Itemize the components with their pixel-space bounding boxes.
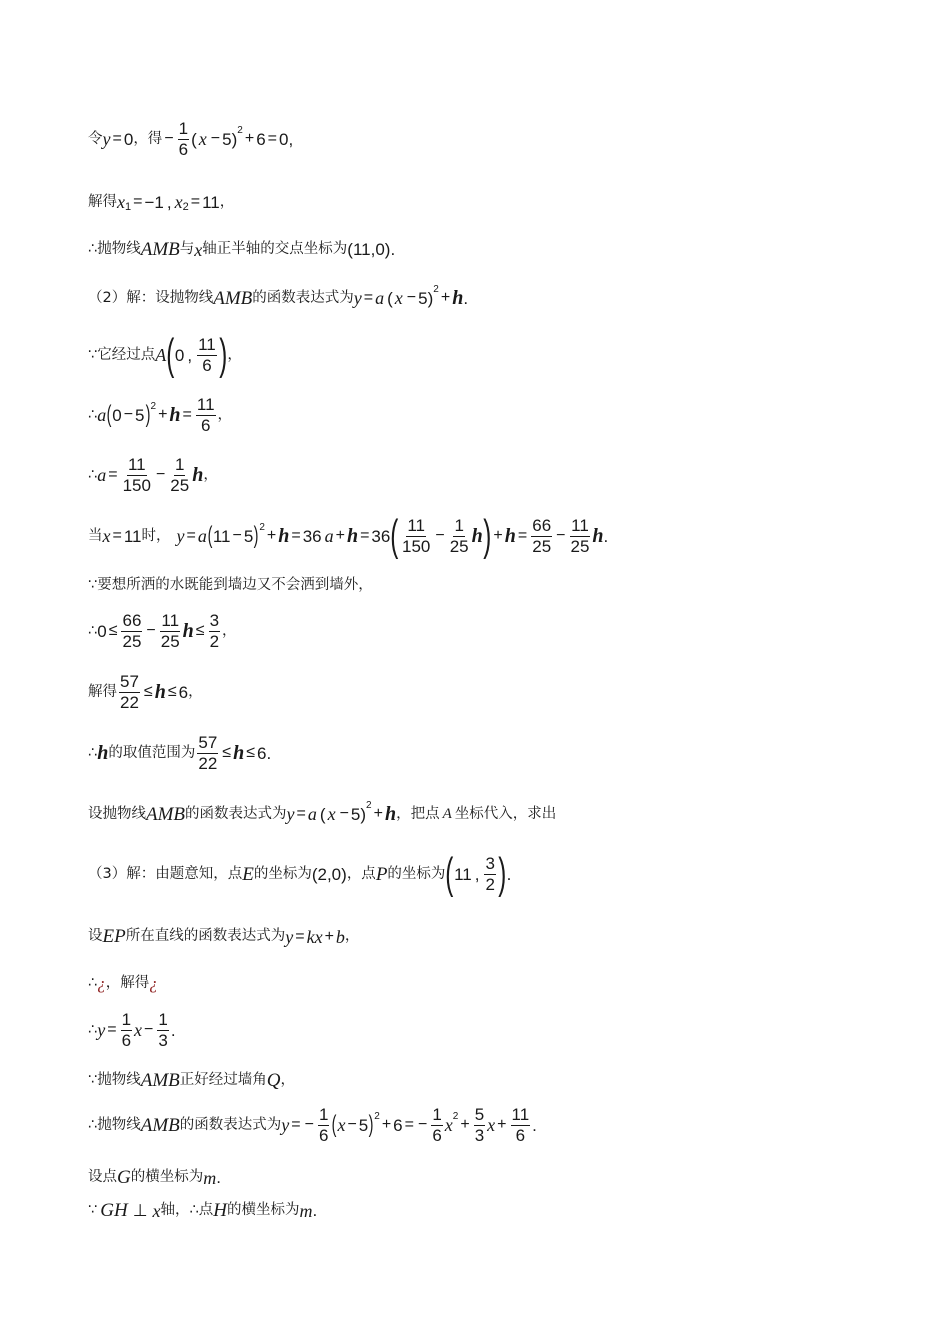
op: = xyxy=(360,527,370,544)
exponent: 2 xyxy=(150,401,157,413)
punct: ， xyxy=(188,684,203,701)
fraction: $\frac{11}{150}$ xyxy=(122,455,151,495)
var-h: h xyxy=(384,803,397,825)
var-EP: EP xyxy=(102,926,126,947)
op: + xyxy=(266,527,277,544)
op: − xyxy=(556,527,566,544)
therefore-symbol: ∴ xyxy=(88,975,98,992)
missing-equation-glyph: ¿ xyxy=(97,974,106,993)
num: 0 xyxy=(279,129,289,149)
fraction: $\frac{1}{25}$ xyxy=(170,455,190,495)
fraction: $\frac{66}{25}$ xyxy=(122,611,142,651)
var-x: x xyxy=(314,926,323,947)
fraction: $\frac{3}{2}$ xyxy=(209,611,220,651)
op: ≤ xyxy=(143,683,153,701)
text: 抛物线 xyxy=(97,1117,141,1134)
text: 抛物线 xyxy=(97,241,141,258)
line-21 xyxy=(88,1201,317,1220)
exponent: 2 xyxy=(366,800,372,811)
op: + xyxy=(158,406,168,424)
op: + xyxy=(381,1116,392,1134)
num: 5 xyxy=(222,129,232,149)
var-h: h xyxy=(154,681,166,704)
op: − xyxy=(210,130,221,148)
op: = xyxy=(291,527,301,544)
because-symbol: ∵ xyxy=(88,346,98,363)
var-b: b xyxy=(335,926,345,947)
fraction: $\frac{1}{25}$ xyxy=(449,515,469,556)
op: − xyxy=(232,527,242,544)
text: 解得 xyxy=(88,193,117,210)
paren: ) xyxy=(145,401,150,429)
fraction: $\frac{3}{2}$ xyxy=(485,853,495,894)
fraction: $\frac{1}{6}$ xyxy=(178,119,189,159)
text: ，得 xyxy=(133,131,163,148)
text: ，把点 xyxy=(396,805,440,822)
exponent: 2 xyxy=(374,1111,380,1123)
var-m: m xyxy=(203,1167,217,1188)
text: 设 xyxy=(88,928,103,945)
text: 所在直线的函数表达式为 xyxy=(125,928,286,945)
exponent: 2 xyxy=(452,1111,459,1123)
op: ≤ xyxy=(167,683,177,701)
var-y: y xyxy=(286,804,295,824)
var-h: h xyxy=(452,287,464,309)
num: 6 xyxy=(393,1115,403,1135)
fraction: $\frac{11}{6}$ xyxy=(196,395,215,435)
var-G: G xyxy=(117,1167,131,1188)
line-19 xyxy=(88,1106,537,1145)
punct: . xyxy=(312,1201,318,1220)
op: = xyxy=(182,406,192,424)
paren: ) xyxy=(253,522,259,549)
punct: , xyxy=(474,864,480,884)
text: 的横坐标为 xyxy=(130,1169,204,1186)
var-h: h xyxy=(592,525,604,547)
op: = xyxy=(296,805,306,822)
num: 0 xyxy=(112,405,122,425)
var-a: a xyxy=(197,526,207,546)
var-k: k xyxy=(306,926,315,947)
line-8 xyxy=(88,511,609,560)
line-12 xyxy=(88,734,271,773)
paren: ( xyxy=(319,804,326,824)
op: = xyxy=(291,1116,301,1134)
op: − xyxy=(304,1116,314,1134)
text: 的取值范围为 xyxy=(108,745,196,762)
text: 轴正半轴的交点坐标为 xyxy=(202,241,348,258)
line-3 xyxy=(88,240,395,259)
paren: ) xyxy=(483,511,492,560)
perpendicular-symbol: ⊥ xyxy=(132,1201,148,1220)
therefore-symbol: ∴ xyxy=(88,1117,98,1134)
therefore-symbol: ∴ xyxy=(88,241,98,258)
text: 的函数表达式为 xyxy=(252,289,354,306)
num: 36 xyxy=(371,526,391,546)
var-AMB: AMB xyxy=(146,803,186,825)
var-x: x xyxy=(444,1115,453,1136)
num: 5 xyxy=(358,1115,369,1135)
op: − xyxy=(164,130,174,148)
var-AMB: AMB xyxy=(140,239,180,260)
exponent: 2 xyxy=(237,125,243,137)
punct: ， xyxy=(280,1072,296,1089)
text: ，解得 xyxy=(105,975,150,992)
op: − xyxy=(144,1021,154,1039)
op: ≤ xyxy=(222,744,232,762)
var-y: y xyxy=(285,926,294,947)
therefore-symbol: ∴ xyxy=(88,407,98,424)
var-y: y xyxy=(281,1115,290,1136)
line-4 xyxy=(88,284,469,309)
num: −1 xyxy=(144,192,164,212)
op: − xyxy=(146,622,156,640)
var-a: a xyxy=(375,288,385,308)
punct: . xyxy=(506,864,512,884)
var-a: a xyxy=(97,405,107,426)
paren: ( xyxy=(166,330,175,379)
line-14 xyxy=(88,849,512,898)
op: + xyxy=(440,289,451,306)
fraction: $\frac{57}{22}$ xyxy=(120,672,139,712)
num: 0 xyxy=(174,345,185,365)
therefore-symbol: ∴ xyxy=(189,1202,199,1219)
var-AMB: AMB xyxy=(140,1114,180,1136)
line-18 xyxy=(88,1071,295,1090)
var-E: E xyxy=(242,863,254,885)
op: − xyxy=(155,466,166,484)
var-h: h xyxy=(346,525,359,547)
op: ≤ xyxy=(246,744,255,762)
var-h: h xyxy=(97,742,109,765)
subscript: 1 xyxy=(125,200,132,213)
var-GH: GH xyxy=(100,1200,128,1221)
var-AMB: AMB xyxy=(140,1070,180,1091)
op: − xyxy=(435,527,445,544)
var-x: x xyxy=(327,804,336,824)
paren: ( xyxy=(207,522,213,549)
num: 5 xyxy=(135,405,145,425)
op: + xyxy=(324,927,334,945)
punct: ， xyxy=(227,346,242,363)
var-x: x xyxy=(174,192,183,212)
text: 与 xyxy=(179,241,195,258)
missing-equation-glyph: ¿ xyxy=(149,974,158,993)
op: + xyxy=(373,805,383,822)
num: 0 xyxy=(97,621,107,641)
punct: . xyxy=(266,743,272,763)
var-y: y xyxy=(176,526,185,546)
op: = xyxy=(108,466,118,484)
var-x: x xyxy=(394,288,403,308)
line-7 xyxy=(88,456,218,495)
fraction: $\frac{5}{3}$ xyxy=(474,1105,485,1145)
therefore-symbol: ∴ xyxy=(88,745,98,762)
text: ，点 xyxy=(346,865,376,882)
var-x: x xyxy=(198,129,207,150)
fraction: $\frac{1}{6}$ xyxy=(432,1105,442,1145)
fraction: $\frac{11}{6}$ xyxy=(511,1105,530,1145)
num: 6 xyxy=(256,129,266,149)
line-10 xyxy=(88,612,237,651)
text: 设抛物线 xyxy=(88,805,146,822)
punct: ， xyxy=(344,928,360,945)
because-symbol: ∵ xyxy=(88,1202,98,1219)
op: ≤ xyxy=(195,622,205,640)
text: 点 xyxy=(198,1202,214,1219)
op: = xyxy=(363,289,374,306)
fraction: $\frac{11}{150}$ xyxy=(402,515,431,556)
punct: ， xyxy=(203,467,218,484)
line-17 xyxy=(88,1011,176,1050)
paren: ) xyxy=(427,288,434,308)
op: = xyxy=(404,1116,414,1134)
punct: . xyxy=(463,288,469,308)
op: + xyxy=(460,1116,470,1134)
var-y: y xyxy=(353,288,362,308)
punct: , xyxy=(288,129,294,149)
text: 令 xyxy=(88,131,103,148)
var-h: h xyxy=(278,525,290,547)
fraction: $\frac{11}{25}$ xyxy=(570,515,590,556)
line-16 xyxy=(88,975,158,992)
op: + xyxy=(244,130,255,148)
var-x: x xyxy=(337,1115,346,1136)
therefore-symbol: ∴ xyxy=(88,623,98,640)
num: 0 xyxy=(123,129,134,149)
punct: , xyxy=(187,345,193,365)
fraction: $\frac{11}{25}$ xyxy=(160,611,180,651)
line-15 xyxy=(88,927,359,946)
num: 11 xyxy=(454,864,472,884)
line-2 xyxy=(88,193,234,211)
punct: . xyxy=(390,240,396,259)
op: + xyxy=(493,527,503,544)
coordinate: (2,0) xyxy=(311,864,347,884)
num: 6 xyxy=(256,743,267,763)
op: − xyxy=(123,406,134,424)
text: 它经过点 xyxy=(97,346,156,363)
var-A: A xyxy=(155,345,167,365)
op: = xyxy=(295,927,305,945)
paren: ) xyxy=(360,804,367,824)
var-x: x xyxy=(194,239,203,260)
op: = xyxy=(112,130,122,148)
var-x: x xyxy=(152,1200,161,1221)
fraction: $\frac{1}{6}$ xyxy=(318,1105,329,1145)
text: 轴， xyxy=(160,1202,190,1219)
text: 解得 xyxy=(88,684,117,701)
text: （3）解：由题意知，点 xyxy=(88,865,243,882)
var-A: A xyxy=(442,805,452,822)
therefore-symbol: ∴ xyxy=(88,1022,98,1039)
var-a: a xyxy=(324,526,334,546)
fraction: $\frac{1}{6}$ xyxy=(121,1010,132,1050)
var-P: P xyxy=(375,863,388,885)
punct: . xyxy=(603,526,609,546)
var-Q: Q xyxy=(266,1070,281,1091)
text: 的坐标为 xyxy=(253,865,312,882)
text: 坐标代入，求出 xyxy=(454,805,557,822)
var-y: y xyxy=(102,129,111,150)
text: 的坐标为 xyxy=(387,865,446,882)
because-symbol: ∵ xyxy=(88,1072,98,1089)
op: + xyxy=(497,1116,507,1134)
var-a: a xyxy=(97,465,107,486)
paren: ( xyxy=(191,129,197,149)
var-y: y xyxy=(97,1020,106,1041)
op: − xyxy=(417,1116,428,1134)
op: = xyxy=(190,193,201,210)
line-1 xyxy=(88,120,293,159)
text: 要想所洒的水既能到墙边又不会洒到墙外， xyxy=(97,577,373,593)
punct: ， xyxy=(217,407,233,424)
fraction: $\frac{66}{25}$ xyxy=(532,515,552,556)
text: 的函数表达式为 xyxy=(185,805,287,822)
op: = xyxy=(133,193,143,210)
fraction: $\frac{1}{3}$ xyxy=(158,1010,168,1050)
num: 11 xyxy=(123,526,142,546)
var-h: h xyxy=(182,620,194,643)
var-H: H xyxy=(213,1200,227,1221)
line-6 xyxy=(88,396,232,435)
num: 5 xyxy=(243,526,254,546)
paren: ( xyxy=(106,401,112,429)
paren: ( xyxy=(390,511,399,560)
num: 11 xyxy=(202,192,220,212)
op: = xyxy=(107,1021,117,1039)
var-x: x xyxy=(134,1020,143,1041)
paren: ( xyxy=(387,288,393,308)
paren: ) xyxy=(231,129,238,149)
var-x: x xyxy=(487,1115,496,1136)
op: − xyxy=(339,805,349,822)
punct: . xyxy=(216,1168,221,1187)
paren: ( xyxy=(445,849,454,898)
exponent: 2 xyxy=(259,522,265,533)
op: ≤ xyxy=(108,622,118,640)
var-h: h xyxy=(169,404,181,427)
var-m: m xyxy=(299,1200,313,1221)
num: 11 xyxy=(212,526,231,546)
punct: , xyxy=(166,192,172,212)
because-symbol: ∵ xyxy=(88,577,98,593)
num: 5 xyxy=(350,804,361,824)
exponent: 2 xyxy=(433,284,439,295)
therefore-symbol: ∴ xyxy=(88,467,98,484)
line-5 xyxy=(88,330,242,379)
fraction: $\frac{11}{6}$ xyxy=(198,334,216,375)
var-a: a xyxy=(307,804,317,824)
text: 的函数表达式为 xyxy=(179,1117,282,1134)
punct: ， xyxy=(219,193,235,210)
op: + xyxy=(335,527,345,544)
text: （2）解：设抛物线 xyxy=(88,289,214,306)
var-h: h xyxy=(192,464,204,487)
punct: . xyxy=(532,1115,537,1135)
var-h: h xyxy=(233,742,245,765)
var-AMB: AMB xyxy=(213,287,253,309)
subscript: 2 xyxy=(182,200,189,213)
op: = xyxy=(186,527,196,544)
op: = xyxy=(267,130,277,148)
op: = xyxy=(112,527,122,544)
op: − xyxy=(347,1116,357,1134)
fraction: $\frac{57}{22}$ xyxy=(198,733,218,773)
paren: ( xyxy=(332,1111,337,1139)
num: 36 xyxy=(302,526,322,546)
coordinate: (11,0) xyxy=(347,240,391,259)
text: 时， xyxy=(141,527,171,544)
var-x: x xyxy=(102,526,111,546)
num: 6 xyxy=(178,682,189,702)
var-x: x xyxy=(117,192,125,212)
paren: ) xyxy=(368,1111,374,1139)
var-h: h xyxy=(471,525,483,547)
text: 设点 xyxy=(88,1169,117,1186)
line-9 xyxy=(88,578,373,593)
paren: ) xyxy=(498,849,507,898)
line-20 xyxy=(88,1168,221,1187)
text: 当 xyxy=(88,527,103,544)
var-h: h xyxy=(504,525,516,547)
line-13 xyxy=(88,800,557,825)
paren: ) xyxy=(219,330,228,379)
text: 正好经过墙角 xyxy=(179,1072,267,1089)
punct: . xyxy=(170,1020,176,1040)
op: = xyxy=(517,527,528,544)
text: 的横坐标为 xyxy=(226,1202,300,1219)
num: 5 xyxy=(418,288,428,308)
op: − xyxy=(406,289,417,306)
punct: ， xyxy=(222,623,237,640)
line-11 xyxy=(88,673,203,712)
text: 抛物线 xyxy=(97,1072,141,1089)
